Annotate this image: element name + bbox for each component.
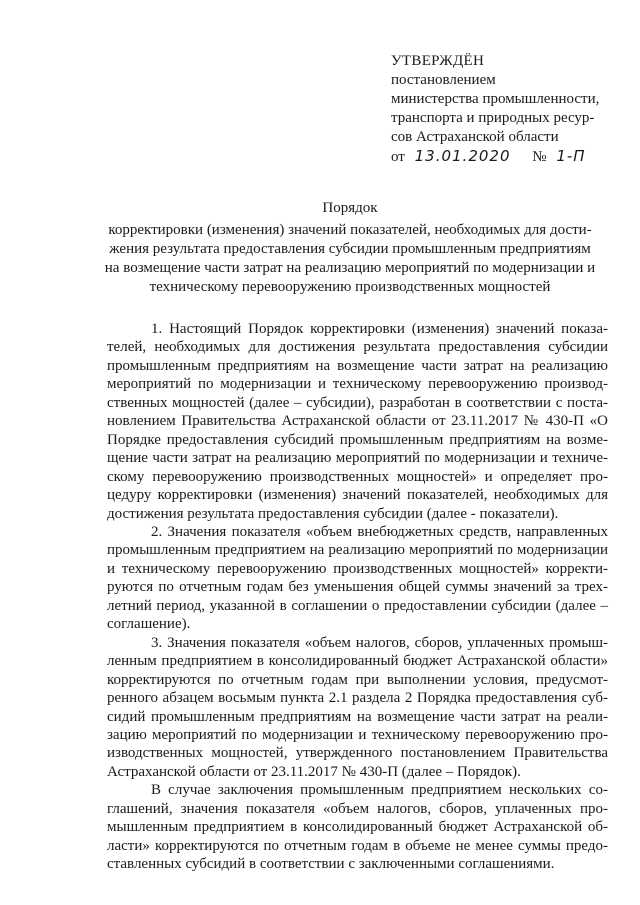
paragraph-line: сидий промышленным предприятиям на возмещение части затрат на реали- xyxy=(107,708,608,725)
paragraph-line: промышленным предприятиям на возмещение части затрат на реализацию xyxy=(107,357,608,374)
approval-resolution: постановлением xyxy=(391,72,496,88)
paragraph-line: 1. Настоящий Порядок корректировки (изменения) значений показа- xyxy=(151,321,608,337)
paragraph-line: В случае заключения промышленным предприятием нескольких со- xyxy=(151,782,608,799)
paragraph-line: соглашение). xyxy=(107,616,191,633)
paragraph-line: щение части затрат на реализацию мероприятий по модернизации и техниче- xyxy=(107,450,608,467)
paragraph-1 xyxy=(107,320,608,523)
paragraph-2 xyxy=(107,523,608,634)
paragraph-line: мышленным предприятием в консолидированный бюджет Астраханской об- xyxy=(107,819,608,836)
paragraph-line: мероприятий по модернизации и техническому перевооружению производ- xyxy=(107,376,608,393)
approval-from: от xyxy=(391,149,405,165)
paragraph-line: скому перевооружению производственных мощностей» и определяет про- xyxy=(107,468,608,485)
document-subtitle-line4: техническому перевооружению производственных мощностей xyxy=(149,279,551,295)
paragraph-line: и техническому перевооружению производственных мощностей» корректи- xyxy=(107,560,608,577)
document-body xyxy=(107,320,608,874)
paragraph-line: 2. Значения показателя «объем внебюджетных средств, направленных xyxy=(151,523,608,540)
paragraph-line: ласти» корректируются по отчетным годам в объеме не менее суммы предо- xyxy=(107,837,608,854)
paragraph-3 xyxy=(107,634,608,782)
approval-ministry-line1: министерства промышленности, xyxy=(391,91,600,107)
approval-number-sign: № xyxy=(532,149,547,165)
document-title: Порядок xyxy=(322,200,378,216)
approval-approved: УТВЕРЖДЁН xyxy=(391,53,485,69)
paragraph-line: Астраханской области от 23.11.2017 № 430-П (далее – Порядок). xyxy=(107,763,521,780)
approval-date: 13.01.2020 xyxy=(414,147,511,165)
paragraph-line: руются по отчетным годам без уменьшения общей суммы значений за трех- xyxy=(107,579,608,596)
paragraph-line: ставленных субсидий в соответствии с заключенными соглашениями. xyxy=(107,856,555,873)
paragraph-line: изводственных мощностей, утвержденного постановлением Правительства xyxy=(107,745,608,762)
approval-ministry-line3: сов Астраханской области xyxy=(391,129,559,145)
document-subtitle-line1: корректировки (изменения) значений показателей, необходимых для дости- xyxy=(108,222,592,238)
approval-number: 1-П xyxy=(556,147,586,165)
paragraph-line: 3. Значения показателя «объем налогов, сборов, уплаченных промыш- xyxy=(151,634,608,651)
document-heading xyxy=(90,199,610,297)
paragraph-line: телей, необходимых для достижения результата предоставления субсидии xyxy=(107,339,608,356)
paragraph-line: Порядке предоставления субсидий промышленным предприятиям на возме- xyxy=(107,431,608,448)
paragraph-line: ренного абзацем восьмым пункта 2.1 раздела 2 Порядка предоставления суб- xyxy=(107,690,608,707)
paragraph-line: ственных мощностей (далее – субсидии), разработан в соответствии с поста- xyxy=(107,394,608,411)
paragraph-line: новлением Правительства Астраханской области от 23.11.2017 № 430-П «О xyxy=(107,413,608,430)
document-subtitle-line3: на возмещение части затрат на реализацию мероприятий по модернизации и xyxy=(104,260,596,276)
approval-date-line xyxy=(391,147,621,167)
approval-ministry-line2: транспорта и природных ресур- xyxy=(391,110,595,126)
paragraph-line: ленным предприятием в консолидированный бюджет Астраханской области» xyxy=(107,653,608,670)
document-subtitle-line2: жения результата предоставления субсидии промышленным предприятиям xyxy=(109,241,591,257)
paragraph-line: летний период, указанной в соглашении о предоставлении субсидии (далее – xyxy=(107,597,608,614)
paragraph-line: цедуру корректировки (изменения) значений показателей, необходимых для xyxy=(107,487,608,504)
paragraph-line: промышленным предприятием на реализацию мероприятий по модернизации xyxy=(107,542,608,559)
paragraph-4 xyxy=(107,781,608,873)
paragraph-line: зацию мероприятий по модернизации и техническому перевооружению про- xyxy=(107,726,608,743)
paragraph-line: достижения результата предоставления субсидии (далее - показатели). xyxy=(107,505,559,522)
approval-block xyxy=(391,52,621,167)
paragraph-line: корректируются по отчетным годам при выполнении условия, предусмот- xyxy=(107,671,608,688)
paragraph-line: глашений, значения показателя «объем налогов, сборов, уплаченных про- xyxy=(107,800,608,817)
